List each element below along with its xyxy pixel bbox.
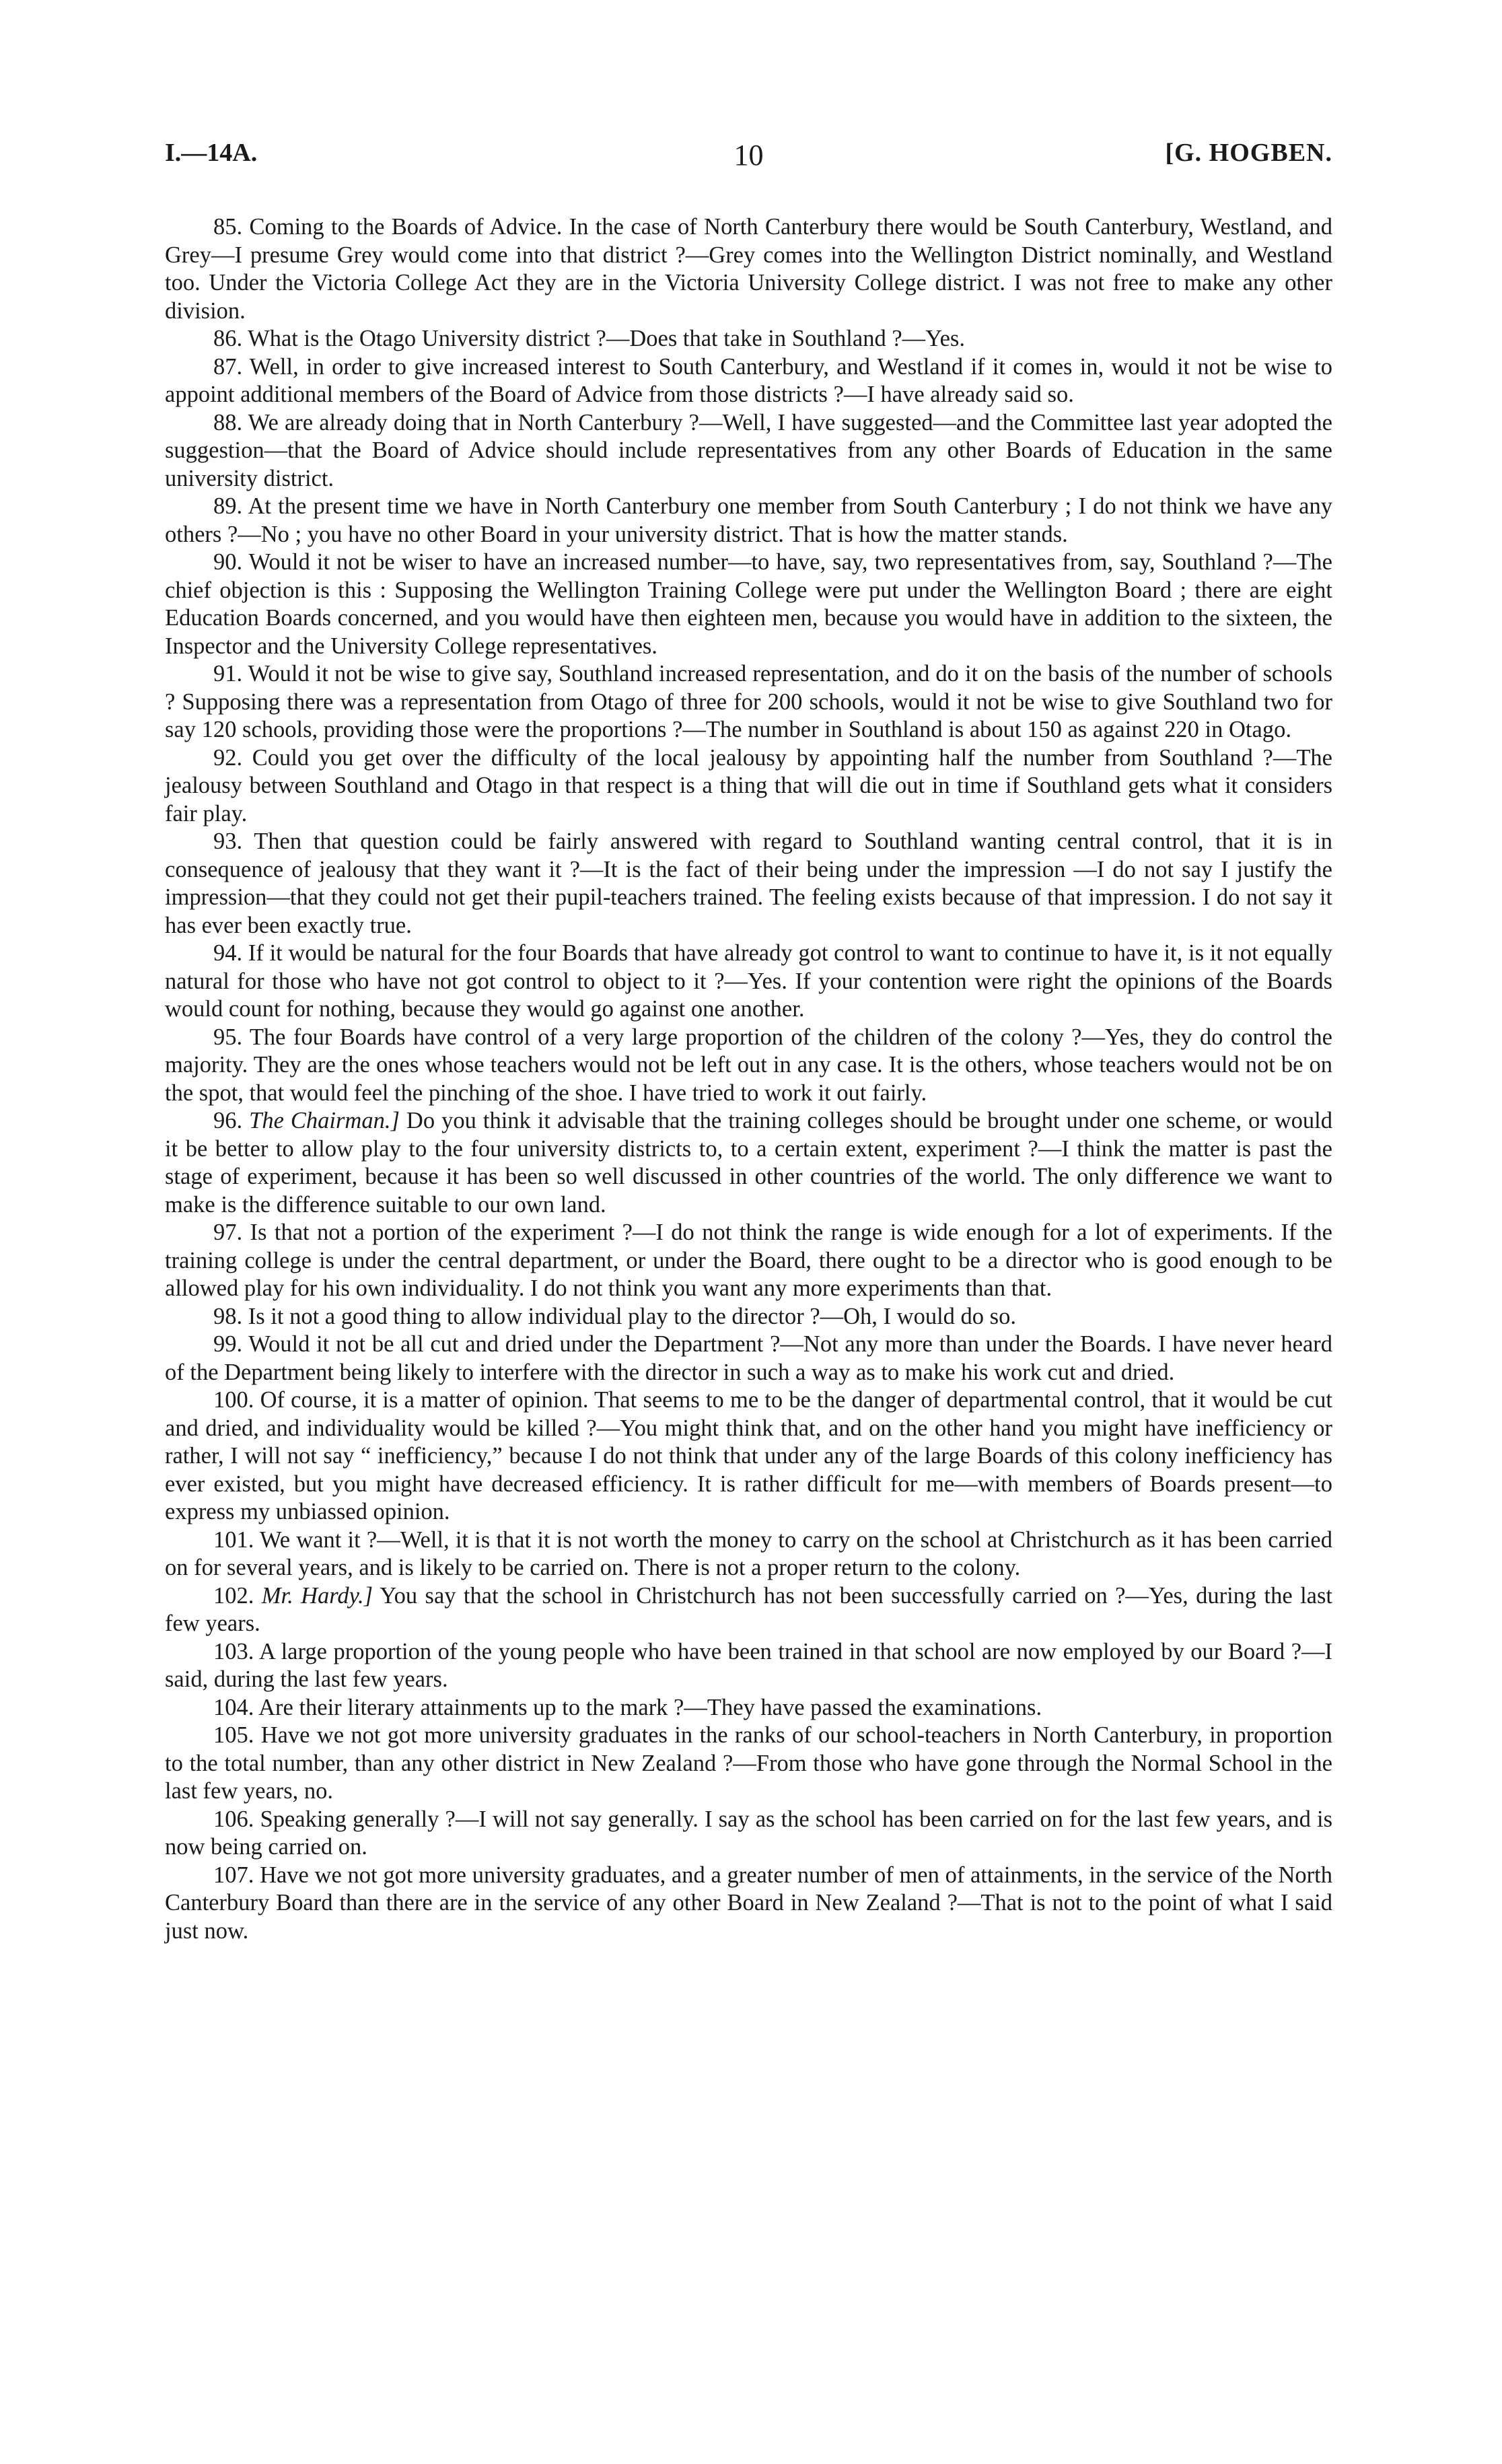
page-header (165, 138, 1332, 178)
paragraph-text: 85. Coming to the Boards of Advice. In the case of North Canterbury there would be South Canterbury, Westland, and Grey—I presume Grey would come into that district ?—Grey comes into the Wellington District nominally, and Westland too. Under the Victoria College Act they are in the Victoria University College district. I was not free to make any other division. (165, 214, 1332, 324)
paragraph-text: 86. What is the Otago University district ?—Does that take in Southland ?—Yes. (213, 326, 965, 351)
paragraph-text: Do you think it advisable that the training colleges should be brought under one scheme, or would it be better to allow play to the four university districts to, to a certain extent, experiment ?—I think the matter is past the stage of experiment, because it has been so well discussed in other countries of the world. The only difference we want to make is the difference suitable to our own land. (165, 1108, 1332, 1218)
question-answer-paragraph (165, 660, 1332, 744)
question-answer-paragraph (165, 493, 1332, 549)
paragraph-text: You say that the school in Christchurch has not been successfully carried on ?—Yes, during the last few years. (165, 1582, 1332, 1636)
question-answer-paragraph (165, 1024, 1332, 1108)
question-answer-paragraph (165, 1107, 1332, 1219)
paragraph-text: 89. At the present time we have in North Canterbury one member from South Canterbury ; I do not think we have any others ?—No ; you have no other Board in your university district. That is how the matter stands. (165, 493, 1332, 547)
question-answer-paragraph (165, 213, 1332, 325)
document-reference: I.—14A. (165, 139, 258, 167)
paragraph-text: 103. A large proportion of the young people who have been trained in that school are now employed by our Board ?—I said, during the last few years. (165, 1638, 1332, 1692)
question-answer-paragraph (165, 1694, 1332, 1722)
paragraph-text: 99. Would it not be all cut and dried under the Department ?—Not any more than under the Boards. I have never heard of the Department being likely to interfere with the director in such a way as to make his work cut and dried. (165, 1331, 1332, 1385)
paragraph-text: 92. Could you get over the difficulty of the local jealousy by appointing half the number from Southland ?—The jealousy between Southland and Otago in that respect is a thing that will die out in time if Southland gets what it considers fair play. (165, 744, 1332, 826)
question-answer-paragraph (165, 549, 1332, 660)
paragraph-text: 106. Speaking generally ?—I will not say generally. I say as the school has been carried on for the last few years, and is now being carried on. (165, 1806, 1332, 1860)
paragraph-text: 101. We want it ?—Well, it is that it is not worth the money to carry on the school at Christchurch as it has been carried on for several years, and is likely to be carried on. There is not a proper return to the colony. (165, 1526, 1332, 1580)
paragraph-text: 91. Would it not be wise to give say, Southland increased representation, and do it on the basis of the number of schools ? Supposing there was a representation from Otago of three for 200 schools, would it not be wise to give Southland two for say 120 schools, providing those were the proportions ?—The number in Southland is about 150 as against 220 in Otago. (165, 661, 1332, 742)
paragraph-text: 105. Have we not got more university graduates in the ranks of our school-teachers in North Canterbury, in proportion to the total number, than any other district in New Zealand ?—From those who have gone through the Normal School in the last few years, no. (165, 1722, 1332, 1804)
paragraph-text: 104. Are their literary attainments up to the mark ?—They have passed the examinations. (213, 1694, 1042, 1720)
question-answer-paragraph (165, 1862, 1332, 1946)
question-answer-paragraph (165, 828, 1332, 940)
page-number: 10 (734, 139, 764, 172)
question-answer-paragraph (165, 1219, 1332, 1303)
question-answer-paragraph (165, 940, 1332, 1024)
question-answer-paragraph (165, 1386, 1332, 1526)
question-answer-paragraph (165, 325, 1332, 353)
question-answer-paragraph (165, 409, 1332, 493)
paragraph-text: 88. We are already doing that in North Canterbury ?—Well, I have suggested—and the Committee last year adopted the suggestion—that the Board of Advice should include representatives from any other Boards of Education in the same university district. (165, 409, 1332, 491)
question-answer-paragraph (165, 1722, 1332, 1806)
minutes-body (165, 213, 1332, 1945)
paragraph-text: 90. Would it not be wiser to have an increased number—to have, say, two representatives from, say, Southland ?—The chief objection is this : Supposing the Wellington Training College were put under the Wellington Board ; there are eight Education Boards concerned, and you would have then eighteen men, because you would have in addition to the sixteen, the Inspector and the University College representatives. (165, 549, 1332, 659)
question-answer-paragraph (165, 1303, 1332, 1331)
document-page (165, 138, 1332, 1945)
question-answer-paragraph (165, 353, 1332, 409)
speaker-lead: 102. Mr. Hardy.] (213, 1582, 373, 1609)
question-answer-paragraph (165, 1582, 1332, 1638)
question-answer-paragraph (165, 1638, 1332, 1694)
question-answer-paragraph (165, 744, 1332, 829)
paragraph-text: 87. Well, in order to give increased interest to South Canterbury, and Westland if it comes in, would it not be wise to appoint additional members of the Board of Advice from those districts ?—I have already said so. (165, 353, 1332, 407)
question-answer-paragraph (165, 1331, 1332, 1386)
paragraph-text: 97. Is that not a portion of the experiment ?—I do not think the range is wide enough for a lot of experiments. If the training college is under the central department, or under the Board, there ought to be a director who is good enough to be allowed play for his own individuality. I do not think you want any more experiments than that. (165, 1220, 1332, 1301)
paragraph-text: 98. Is it not a good thing to allow individual play to the director ?—Oh, I would do so. (213, 1303, 1016, 1329)
paragraph-text: 95. The four Boards have control of a very large proportion of the children of the colony ?—Yes, they do control the majority. They are the ones whose teachers would not be left out in any case. It is the others, whose teachers would not be on the spot, that would feel the pinching of the shoe. I have tried to work it out fairly. (165, 1024, 1332, 1106)
paragraph-text: 100. Of course, it is a matter of opinion. That seems to me to be the danger of departmental control, that it would be cut and dried, and individuality would be killed ?—You might think that, and on the other hand you might have inefficiency or rather, I will not say “ inefficiency,” because I do not think that under any of the large Boards of this colony inefficiency has ever existed, but you might have decreased efficiency. It is rather difficult for me—with members of Boards present—to express my unbiassed opinion. (165, 1387, 1332, 1524)
paragraph-text: 107. Have we not got more university graduates, and a greater number of men of attainments, in the service of the North Canterbury Board than there are in the service of any other Board in New Zealand ?—That is not to the point of what I said just now. (165, 1862, 1332, 1944)
witness-name: [G. HOGBEN. (1165, 139, 1332, 167)
question-answer-paragraph (165, 1526, 1332, 1582)
paragraph-text: 93. Then that question could be fairly answered with regard to Southland wanting central control, that it is in consequence of jealousy that they want it ?—It is the fact of their being under the impression —I do not say I justify the impression—that they could not get their pupil-teachers trained. The feeling exists because of that impression. I do not say it has ever been exactly true. (165, 829, 1332, 938)
speaker-lead: 96. The Chairman.] (213, 1108, 400, 1133)
question-answer-paragraph (165, 1806, 1332, 1862)
paragraph-text: 94. If it would be natural for the four Boards that have already got control to want to continue to have it, is it not equally natural for those who have not got control to object to it ?—Yes. If your contention were right the opinions of the Boards would count for nothing, because they would go against one another. (165, 940, 1332, 1022)
